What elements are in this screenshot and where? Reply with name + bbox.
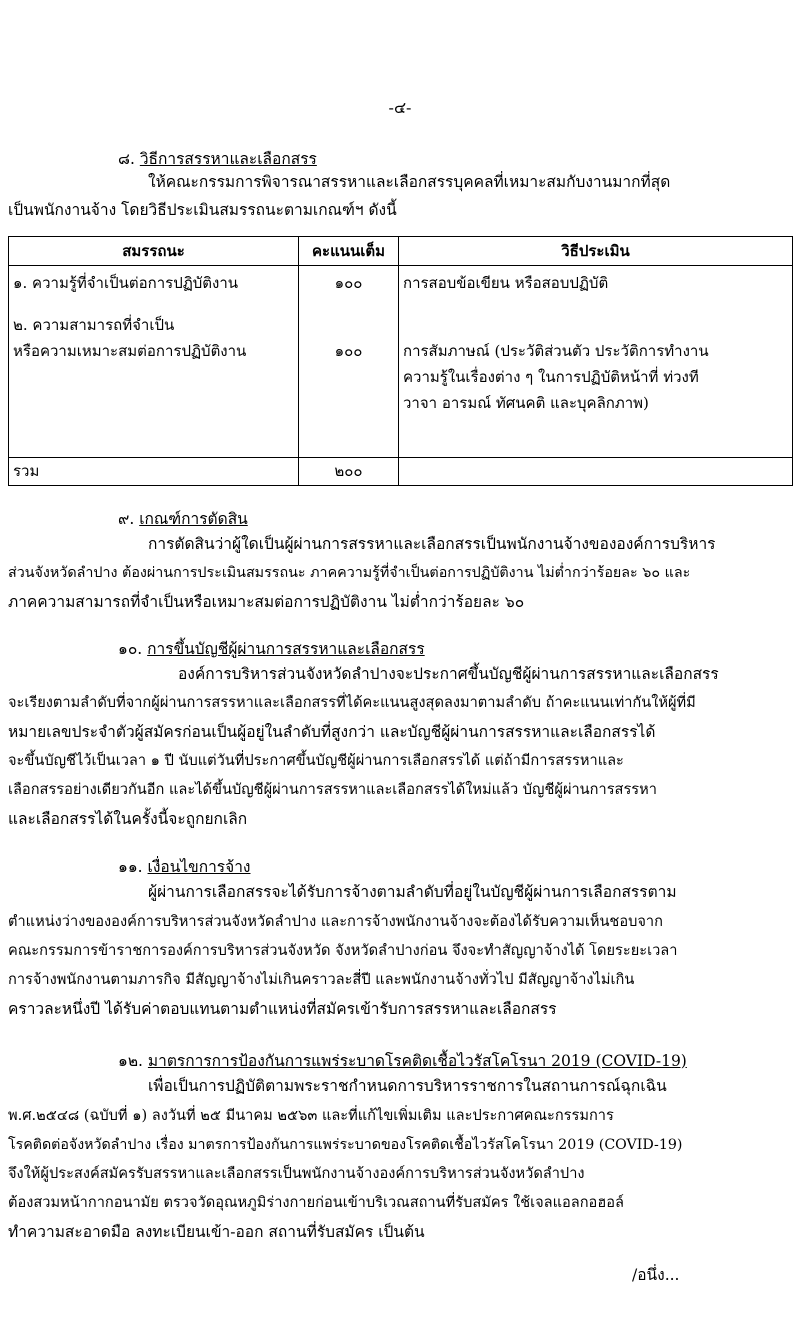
section-8-number: ๘. xyxy=(118,150,135,168)
section-11-line-1: ผู้ผ่านการเลือกสรรจะได้รับการจ้างตามลำดับที่อยู่ในบัญชีผู้ผ่านการเลือกสรรตาม xyxy=(148,883,677,901)
method-1: การสอบข้อเขียน หรือสอบปฏิบัติ xyxy=(403,274,609,292)
section-12-number: ๑๒. xyxy=(118,1052,143,1070)
section-9-line-3: ภาคความสามารถที่จำเป็นหรือเหมาะสมต่อการปฏิบัติงาน ไม่ต่ำกว่าร้อยละ ๖๐ xyxy=(8,593,525,611)
method-cell xyxy=(399,266,793,458)
section-8-heading xyxy=(118,146,317,171)
section-8-title: วิธีการสรรหาและเลือกสรร xyxy=(139,150,317,168)
section-10-line-1: องค์การบริหารส่วนจังหวัดลำปางจะประกาศขึ้นบัญชีผู้ผ่านการสรรหาและเลือกสรร xyxy=(178,665,719,683)
assessment-table xyxy=(8,236,793,486)
total-score-text: ๒๐๐ xyxy=(334,462,363,480)
section-12-title: มาตรการการป้องกันการแพร่ระบาดโรคติดเชื้อไวรัสโคโรนา 2019 (COVID-19) xyxy=(147,1052,687,1070)
competency-cell xyxy=(9,266,299,458)
competency-1: ๑. ความรู้ที่จำเป็นต่อการปฏิบัติงาน xyxy=(13,274,239,292)
section-10-heading xyxy=(118,636,425,661)
section-12-line-3: โรคติดต่อจังหวัดลำปาง เรื่อง มาตรการป้องกันการแพร่ระบาดของโรคติดเชื้อไวรัสโคโรนา 2019 (COVID-19) xyxy=(8,1137,683,1153)
section-11-line-2: ตำแหน่งว่างขององค์การบริหารส่วนจังหวัดลำปาง และการจ้างพนักงานจ้างจะต้องได้รับความเห็นชอบจาก xyxy=(8,913,663,930)
score-1: ๑๐๐ xyxy=(334,274,363,292)
section-9-line-2: ส่วนจังหวัดลำปาง ต้องผ่านการประเมินสมรรถนะ ภาคความรู้ที่จำเป็นต่อการปฏิบัติงาน ไม่ต่ำกว่าร้อยละ ๖๐ และ xyxy=(8,565,691,581)
section-11-line-3: คณะกรรมการข้าราชการองค์การบริหารส่วนจังหวัด จังหวัดลำปางก่อน จึงจะทำสัญญาจ้างได้ โดยระยะเวลา xyxy=(8,942,678,959)
section-12-line-6: ทำความสะอาดมือ ลงทะเบียนเข้า-ออก สถานที่รับสมัคร เป็นต้น xyxy=(8,1223,425,1241)
header-competency: สมรรถนะ xyxy=(9,237,299,266)
section-8-line-2: เป็นพนักงานจ้าง โดยวิธีประเมินสมรรถนะตามเกณฑ์ฯ ดังนี้ xyxy=(8,201,397,219)
section-11-line-5: คราวละหนึ่งปี ได้รับค่าตอบแทนตามตำแหน่งที่สมัครเข้ารับการสรรหาและเลือกสรร xyxy=(8,1000,557,1018)
section-12-line-4: จึงให้ผู้ประสงค์สมัครรับสรรหาและเลือกสรรเป็นพนักงานจ้างองค์การบริหารส่วนจังหวัดลำปาง xyxy=(8,1165,585,1182)
method-2-line-3: วาจา อารมณ์ ทัศนคติ และบุคลิกภาพ) xyxy=(403,394,649,412)
section-9-number: ๙. xyxy=(118,510,135,528)
section-12-line-5: ต้องสวมหน้ากากอนามัย ตรวจวัดอุณหภูมิร่างกายก่อนเข้าบริเวณสถานที่รับสมัคร ใช้เจลแอลกอฮอล์ xyxy=(8,1194,624,1211)
total-score xyxy=(299,458,399,486)
competency-2-line-1: ๒. ความสามารถที่จำเป็น xyxy=(13,316,175,334)
table-total-row xyxy=(9,458,793,486)
section-10-line-5: เลือกสรรอย่างเดียวกันอีก และได้ขึ้นบัญชีผู้ผ่านการสรรหาและเลือกสรรได้ใหม่แล้ว บัญชีผู้ผ่านการสรรหา xyxy=(8,781,657,798)
header-method: วิธีประเมิน xyxy=(399,237,793,266)
section-8-line-1: ให้คณะกรรมการพิจารณาสรรหาและเลือกสรรบุคคลที่เหมาะสมกับงานมากที่สุด xyxy=(148,173,671,191)
section-9-heading xyxy=(118,506,248,531)
score-cell xyxy=(299,266,399,458)
total-label xyxy=(9,458,299,486)
section-10-title: การขึ้นบัญชีผู้ผ่านการสรรหาและเลือกสรร xyxy=(147,640,425,658)
section-10-number: ๑๐. xyxy=(118,640,143,658)
page-number: -๔- xyxy=(388,98,412,117)
competency-2-line-2: หรือความเหมาะสมต่อการปฏิบัติงาน xyxy=(13,342,247,360)
section-10-line-3: หมายเลขประจำตัวผู้สมัครก่อนเป็นผู้อยู่ในลำดับที่สูงกว่า และบัญชีผู้ผ่านการสรรหาและเลือกสรรได้ xyxy=(8,723,656,741)
continuation-note: /อนึ่ง... xyxy=(632,1266,680,1284)
section-11-number: ๑๑. xyxy=(118,858,143,876)
section-9-title: เกณฑ์การตัดสิน xyxy=(139,510,248,528)
section-11-heading xyxy=(118,854,250,879)
section-11-line-4: การจ้างพนักงานตามภารกิจ มีสัญญาจ้างไม่เกินคราวละสี่ปี และพนักงานจ้างทั่วไป มีสัญญาจ้างไม่เกิน xyxy=(8,971,635,988)
section-10-line-2: จะเรียงตามลำดับที่จากผู้ผ่านการสรรหาและเลือกสรรที่ได้คะแนนสูงสุดลงมาตามลำดับ ถ้าคะแนนเท่ากันให้ผู้ที่มี xyxy=(8,694,696,711)
total-method xyxy=(399,458,793,486)
table-header-row xyxy=(9,237,793,266)
section-12-heading xyxy=(118,1048,687,1073)
section-11-title: เงื่อนไขการจ้าง xyxy=(147,858,251,876)
section-12-line-1: เพื่อเป็นการปฏิบัติตามพระราชกำหนดการบริหารราชการในสถานการณ์ฉุกเฉิน xyxy=(148,1077,667,1095)
section-10-line-4: จะขึ้นบัญชีไว้เป็นเวลา ๑ ปี นับแต่วันที่ประกาศขึ้นบัญชีผู้ผ่านการเลือกสรรได้ แต่ถ้ามีการสรรหาและ xyxy=(8,752,624,769)
method-2-line-2: ความรู้ในเรื่องต่าง ๆ ในการปฏิบัติหน้าที่ ท่วงที xyxy=(403,368,699,386)
section-10-line-6: และเลือกสรรได้ในครั้งนี้จะถูกยกเลิก xyxy=(8,810,248,828)
table-row xyxy=(9,266,793,458)
method-2-line-1: การสัมภาษณ์ (ประวัติส่วนตัว ประวัติการทำงาน xyxy=(403,342,709,360)
score-2: ๑๐๐ xyxy=(334,342,363,360)
section-9-line-1: การตัดสินว่าผู้ใดเป็นผู้ผ่านการสรรหาและเลือกสรรเป็นพนักงานจ้างขององค์การบริหาร xyxy=(148,535,716,553)
total-label-text: รวม xyxy=(13,462,40,480)
section-12-line-2: พ.ศ.๒๕๔๘ (ฉบับที่ ๑) ลงวันที่ ๒๕ มีนาคม ๒๕๖๓ และที่แก้ไขเพิ่มเติม และประกาศคณะกรรมการ xyxy=(8,1107,614,1124)
header-full-score: คะแนนเต็ม xyxy=(299,237,399,266)
